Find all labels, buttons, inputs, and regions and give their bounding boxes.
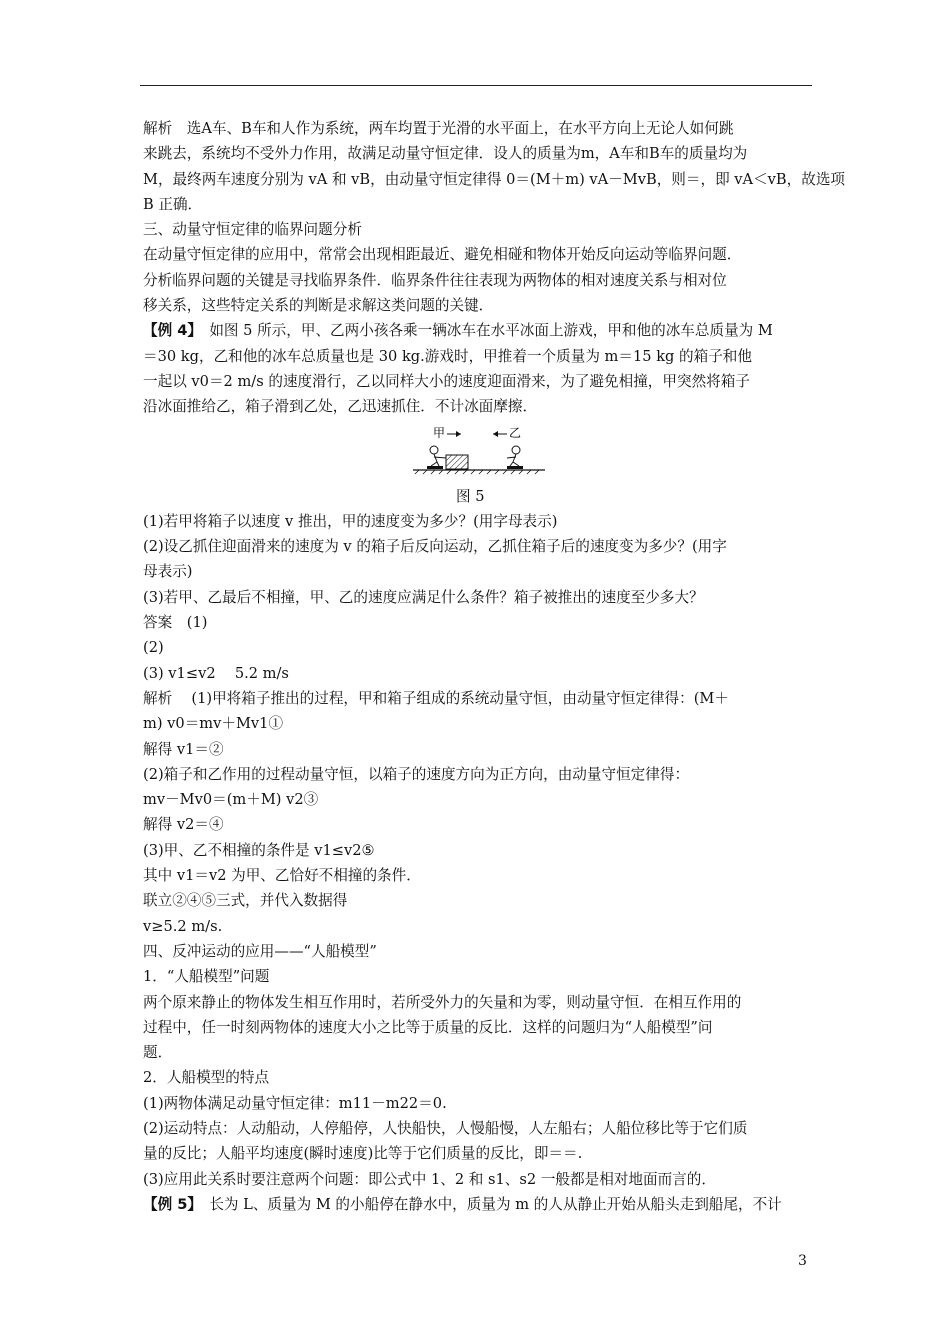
box — [446, 455, 468, 469]
text-line: (2)运动特点：人动船动，人停船停，人快船快，人慢船慢，人左船右；人船位移比等于它们质 — [143, 1119, 748, 1137]
text-line: 其中 v1＝v2 为甲、乙恰好不相撞的条件． — [143, 867, 421, 885]
text-line: 在动量守恒定律的应用中，常常会出现相距最近、避免相碰和物体开始反向运动等临界问题． — [143, 246, 742, 264]
cart-jia — [427, 466, 443, 469]
text-line: 移关系，这些特定关系的判断是求解这类问题的关键． — [143, 297, 494, 315]
text-line: (3)应用此关系时要注意两个问题：即公式中 1、2 和 s1、s2 一般都是相对地面而言的． — [143, 1170, 716, 1188]
child-jia-head — [430, 446, 438, 454]
text-line: 一起以 v0＝2 m/s 的速度滑行，乙以同样大小的速度迎面滑来，为了避免相撞，甲突然将箱子 — [143, 372, 750, 390]
section-heading: 三、动量守恒定律的临界问题分析 — [143, 221, 362, 239]
label-yi: 乙 — [509, 425, 522, 440]
text-line: m) v0＝mv＋Mv1① — [143, 715, 284, 733]
text-line: 1．“人船模型”问题 — [143, 968, 270, 986]
text-line: (1)两物体满足动量守恒定律：m11－m22＝0. — [143, 1094, 447, 1112]
text-line: 联立②④⑤三式，并代入数据得 — [143, 892, 348, 910]
text-line: 解析 (1)甲将箱子推出的过程，甲和箱子组成的系统动量守恒，由动量守恒定律得：(M＋ — [143, 689, 729, 707]
text-line: ＝30 kg，乙和他的冰车总质量也是 30 kg.游戏时，甲推着一个质量为 m＝15 kg 的箱子和他 — [143, 347, 752, 365]
text-line: 解得 v2＝④ — [143, 816, 224, 834]
text-line: 答案 (1) — [143, 614, 208, 632]
text-line: M，最终两车速度分别为 vA 和 vB，由动量守恒定律得 0＝(M＋m) vA－MvB，则＝，即 vA＜vB，故选项 — [143, 170, 846, 188]
text-line: B 正确． — [143, 195, 203, 213]
example-5-line — [143, 1192, 815, 1217]
text-line: 2．人船模型的特点 — [143, 1069, 270, 1087]
label-jia: 甲 — [433, 425, 446, 440]
arrow-left-icon — [493, 431, 498, 437]
section-heading: 四、反冲运动的应用——“人船模型” — [143, 942, 377, 960]
ice-cart-diagram — [409, 424, 549, 484]
text-line: 沿冰面推给乙，箱子滑到乙处，乙迅速抓住．不计冰面摩擦． — [143, 398, 538, 416]
text-line: 过程中，任一时刻两物体的速度大小之比等于质量的反比．这样的问题归为“人船模型”问 — [143, 1018, 713, 1036]
text-line: 题． — [143, 1044, 173, 1062]
text-line: (3)甲、乙不相撞的条件是 v1≤v2⑤ — [143, 841, 375, 859]
text-line: 两个原来静止的物体发生相互作用时，若所受外力的矢量和为零，则动量守恒．在相互作用的 — [143, 993, 742, 1011]
text-line: 母表示) — [143, 563, 193, 581]
text-line: (3) v1≤v2 5.2 m/s — [143, 664, 289, 682]
header-rule — [140, 85, 812, 86]
text-line: mv－Mv0＝(m＋M) v2③ — [143, 791, 319, 809]
text-line: (2)设乙抓住迎面滑来的速度为 v 的箱子后反向运动，乙抓住箱子后的速度变为多少？(用字 — [143, 538, 727, 556]
example-4-line — [143, 318, 815, 343]
child-jia-body — [431, 454, 446, 466]
child-yi-head — [512, 446, 520, 454]
figure-caption: 图 5 — [456, 487, 485, 505]
arrow-right-icon — [456, 431, 461, 437]
text-line: 量的反比；人船平均速度(瞬时速度)比等于它们质量的反比，即＝＝. — [143, 1145, 583, 1163]
text-line: 来跳去，系统均不受外力作用，故满足动量守恒定律．设人的质量为m，A车和B车的质量均为 — [143, 145, 748, 163]
text-line: 解得 v1＝② — [143, 740, 224, 758]
page-number: 3 — [798, 1253, 807, 1269]
child-yi-body — [507, 454, 519, 466]
text-line: (1)若甲将箱子以速度 v 推出，甲的速度变为多少？(用字母表示) — [143, 512, 558, 530]
text-line: v≥5.2 m/s. — [143, 917, 223, 935]
text-line: (3)若甲、乙最后不相撞，甲、乙的速度应满足什么条件？箱子被推出的速度至少多大？ — [143, 588, 704, 606]
figure-5 — [143, 420, 815, 484]
page-body — [143, 116, 846, 1217]
example-4-text: 如图 5 所示，甲、乙两小孩各乘一辆冰车在水平冰面上游戏，甲和他的冰车总质量为 M — [194, 322, 773, 340]
cart-yi — [507, 466, 523, 469]
text-line: (2) — [143, 639, 164, 657]
text-line: 分析临界问题的关键是寻找临界条件．临界条件往往表现为两物体的相对速度关系与相对位 — [143, 271, 727, 289]
example-4-label: 【例 4】 — [143, 322, 195, 340]
text-line: 解析 选A车、B车和人作为系统，两车均置于光滑的水平面上，在水平方向上无论人如何跳 — [143, 120, 734, 137]
text-line: (2)箱子和乙作用的过程动量守恒，以箱子的速度方向为正方向，由动量守恒定律得： — [143, 765, 690, 783]
ground-hatch — [415, 470, 539, 474]
example-5-text: 长为 L、质量为 M 的小船停在静水中，质量为 m 的人从静止开始从船头走到船尾，不计 — [194, 1195, 782, 1213]
example-5-label: 【例 5】 — [143, 1195, 195, 1213]
